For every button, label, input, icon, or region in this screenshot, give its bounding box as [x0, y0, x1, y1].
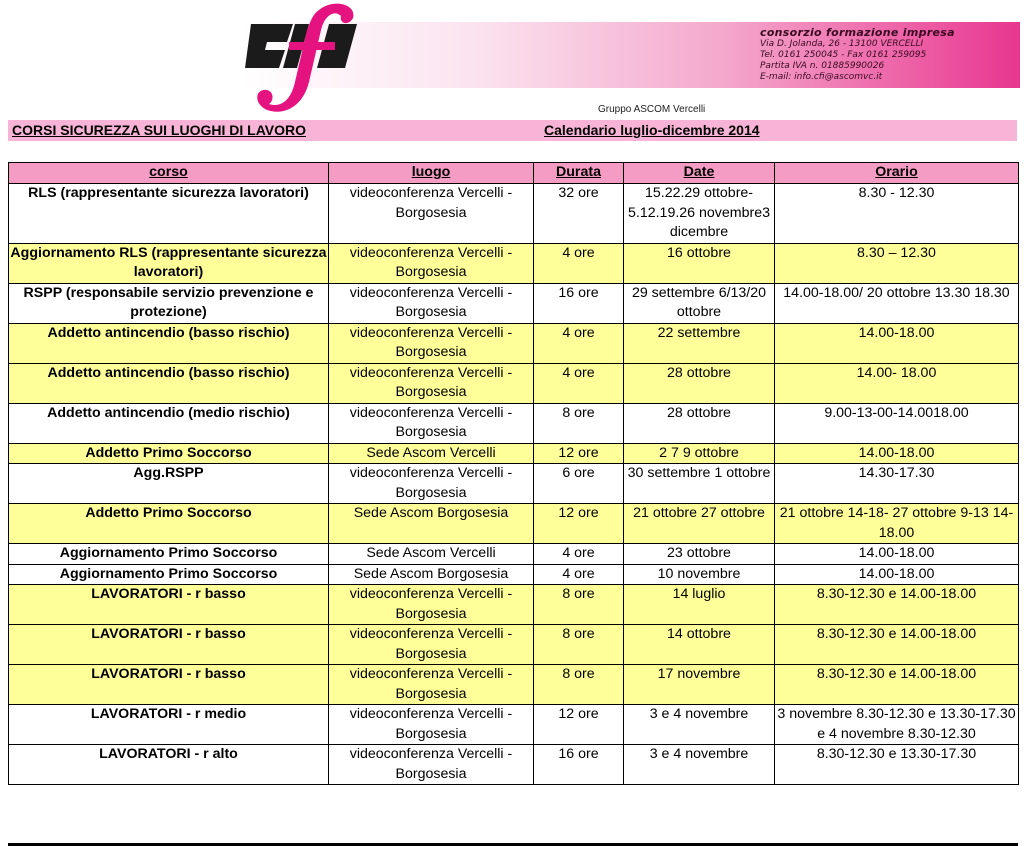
location-cell: videoconferenza Vercelli - Borgosesia: [329, 625, 534, 665]
dates-cell: 10 novembre: [624, 564, 775, 585]
schedule-cell: 8.30-12.30 e 14.00-18.00: [775, 625, 1019, 665]
location-cell: videoconferenza Vercelli - Borgosesia: [329, 283, 534, 323]
location-cell: videoconferenza Vercelli - Borgosesia: [329, 323, 534, 363]
document-title: CORSI SICUREZZA SUI LUOGHI DI LAVORO: [12, 122, 307, 138]
location-cell: videoconferenza Vercelli - Borgosesia: [329, 403, 534, 443]
schedule-cell: 3 novembre 8.30-12.30 e 13.30-17.30 e 4 novembre 8.30-12.30: [775, 705, 1019, 745]
company-email: E-mail: info.cfi@ascomvc.it: [760, 72, 883, 82]
dates-cell: 16 ottobre: [624, 243, 775, 283]
duration-cell: 16 ore: [534, 745, 624, 785]
dates-cell: 2 7 9 ottobre: [624, 443, 775, 464]
course-cell: Aggiornamento RLS (rappresentante sicurezza lavoratori): [9, 243, 329, 283]
course-cell: LAVORATORI - r alto: [9, 745, 329, 785]
schedule-cell: 21 ottobre 14-18- 27 ottobre 9-13 14-18.00: [775, 504, 1019, 544]
location-cell: videoconferenza Vercelli - Borgosesia: [329, 745, 534, 785]
title-bar: [8, 120, 1017, 141]
schedule-cell: 14.00-18.00: [775, 323, 1019, 363]
duration-cell: 12 ore: [534, 443, 624, 464]
table-row: [9, 323, 1019, 363]
company-name: consorzio formazione impresa: [760, 26, 955, 39]
course-cell: LAVORATORI - r basso: [9, 585, 329, 625]
schedule-cell: 8.30-12.30 e 13.30-17.30: [775, 745, 1019, 785]
schedule-cell: 14.00-18.00: [775, 443, 1019, 464]
company-phone-fax: Tel. 0161 250045 - Fax 0161 259095: [760, 50, 927, 60]
table-row: [9, 443, 1019, 464]
column-header-orario: Orario: [775, 163, 1019, 184]
duration-cell: 4 ore: [534, 363, 624, 403]
course-cell: RLS (rappresentante sicurezza lavoratori): [9, 184, 329, 244]
location-cell: Sede Ascom Borgosesia: [329, 564, 534, 585]
column-header-luogo: luogo: [329, 163, 534, 184]
table-row: [9, 745, 1019, 785]
dates-cell: 28 ottobre: [624, 403, 775, 443]
table-row: [9, 243, 1019, 283]
calendar-title: Calendario luglio-dicembre 2014: [544, 122, 760, 138]
column-header-corso: corso: [9, 163, 329, 184]
location-cell: Sede Ascom Vercelli: [329, 443, 534, 464]
table-row: [9, 363, 1019, 403]
column-header-date: Date: [624, 163, 775, 184]
duration-cell: 4 ore: [534, 243, 624, 283]
duration-cell: 4 ore: [534, 564, 624, 585]
schedule-cell: 14.00- 18.00: [775, 363, 1019, 403]
location-cell: videoconferenza Vercelli - Borgosesia: [329, 705, 534, 745]
duration-cell: 12 ore: [534, 504, 624, 544]
schedule-cell: 14.30-17.30: [775, 464, 1019, 504]
table-row: [9, 564, 1019, 585]
duration-cell: 6 ore: [534, 464, 624, 504]
course-cell: Addetto antincendio (medio rischio): [9, 403, 329, 443]
course-cell: Addetto antincendio (basso rischio): [9, 363, 329, 403]
duration-cell: 12 ore: [534, 705, 624, 745]
course-cell: Addetto Primo Soccorso: [9, 443, 329, 464]
course-cell: LAVORATORI - r medio: [9, 705, 329, 745]
location-cell: videoconferenza Vercelli - Borgosesia: [329, 585, 534, 625]
course-cell: Addetto Primo Soccorso: [9, 504, 329, 544]
table-row: [9, 403, 1019, 443]
course-cell: Agg.RSPP: [9, 464, 329, 504]
dates-cell: 23 ottobre: [624, 544, 775, 565]
table-row: [9, 705, 1019, 745]
location-cell: videoconferenza Vercelli - Borgosesia: [329, 184, 534, 244]
course-cell: Addetto antincendio (basso rischio): [9, 323, 329, 363]
company-address: Via D. Jolanda, 26 - 13100 VERCELLI: [760, 39, 924, 49]
table-row: [9, 665, 1019, 705]
schedule-cell: 14.00-18.00/ 20 ottobre 13.30 18.30: [775, 283, 1019, 323]
schedule-cell: 8.30-12.30 e 14.00-18.00: [775, 665, 1019, 705]
schedule-cell: 9.00-13-00-14.0018.00: [775, 403, 1019, 443]
schedule-cell: 14.00-18.00: [775, 544, 1019, 565]
schedule-cell: 8.30-12.30 e 14.00-18.00: [775, 585, 1019, 625]
table-header-row: [9, 163, 1019, 184]
duration-cell: 8 ore: [534, 625, 624, 665]
table-row: [9, 184, 1019, 244]
dates-cell: 30 settembre 1 ottobre: [624, 464, 775, 504]
table-row: [9, 585, 1019, 625]
table-row: [9, 464, 1019, 504]
duration-cell: 4 ore: [534, 544, 624, 565]
course-cell: Aggiornamento Primo Soccorso: [9, 544, 329, 565]
cfi-logo: [245, 2, 365, 118]
schedule-cell: 8.30 - 12.30: [775, 184, 1019, 244]
location-cell: videoconferenza Vercelli - Borgosesia: [329, 363, 534, 403]
duration-cell: 8 ore: [534, 585, 624, 625]
duration-cell: 8 ore: [534, 403, 624, 443]
course-cell: LAVORATORI - r basso: [9, 665, 329, 705]
location-cell: videoconferenza Vercelli - Borgosesia: [329, 665, 534, 705]
duration-cell: 32 ore: [534, 184, 624, 244]
dates-cell: 29 settembre 6/13/20 ottobre: [624, 283, 775, 323]
dates-cell: 17 novembre: [624, 665, 775, 705]
dates-cell: 3 e 4 novembre: [624, 745, 775, 785]
table-row: [9, 544, 1019, 565]
dates-cell: 28 ottobre: [624, 363, 775, 403]
company-vat: Partita IVA n. 01885990026: [760, 61, 885, 71]
location-cell: videoconferenza Vercelli - Borgosesia: [329, 464, 534, 504]
dates-cell: 14 ottobre: [624, 625, 775, 665]
duration-cell: 4 ore: [534, 323, 624, 363]
duration-cell: 16 ore: [534, 283, 624, 323]
location-cell: videoconferenza Vercelli - Borgosesia: [329, 243, 534, 283]
table-row: [9, 283, 1019, 323]
dates-cell: 3 e 4 novembre: [624, 705, 775, 745]
dates-cell: 22 settembre: [624, 323, 775, 363]
table-row: [9, 625, 1019, 665]
schedule-cell: 14.00-18.00: [775, 564, 1019, 585]
location-cell: Sede Ascom Borgosesia: [329, 504, 534, 544]
course-schedule-table: [8, 162, 1019, 785]
course-cell: RSPP (responsabile servizio prevenzione e protezione): [9, 283, 329, 323]
course-cell: Aggiornamento Primo Soccorso: [9, 564, 329, 585]
dates-cell: 21 ottobre 27 ottobre: [624, 504, 775, 544]
table-row: [9, 504, 1019, 544]
column-header-durata: Durata: [534, 163, 624, 184]
schedule-cell: 8.30 – 12.30: [775, 243, 1019, 283]
group-label: Gruppo ASCOM Vercelli: [598, 104, 706, 115]
dates-cell: 14 luglio: [624, 585, 775, 625]
dates-cell: 15.22.29 ottobre-5.12.19.26 novembre3 dicembre: [624, 184, 775, 244]
course-cell: LAVORATORI - r basso: [9, 625, 329, 665]
company-info: [760, 26, 955, 83]
duration-cell: 8 ore: [534, 665, 624, 705]
location-cell: Sede Ascom Vercelli: [329, 544, 534, 565]
